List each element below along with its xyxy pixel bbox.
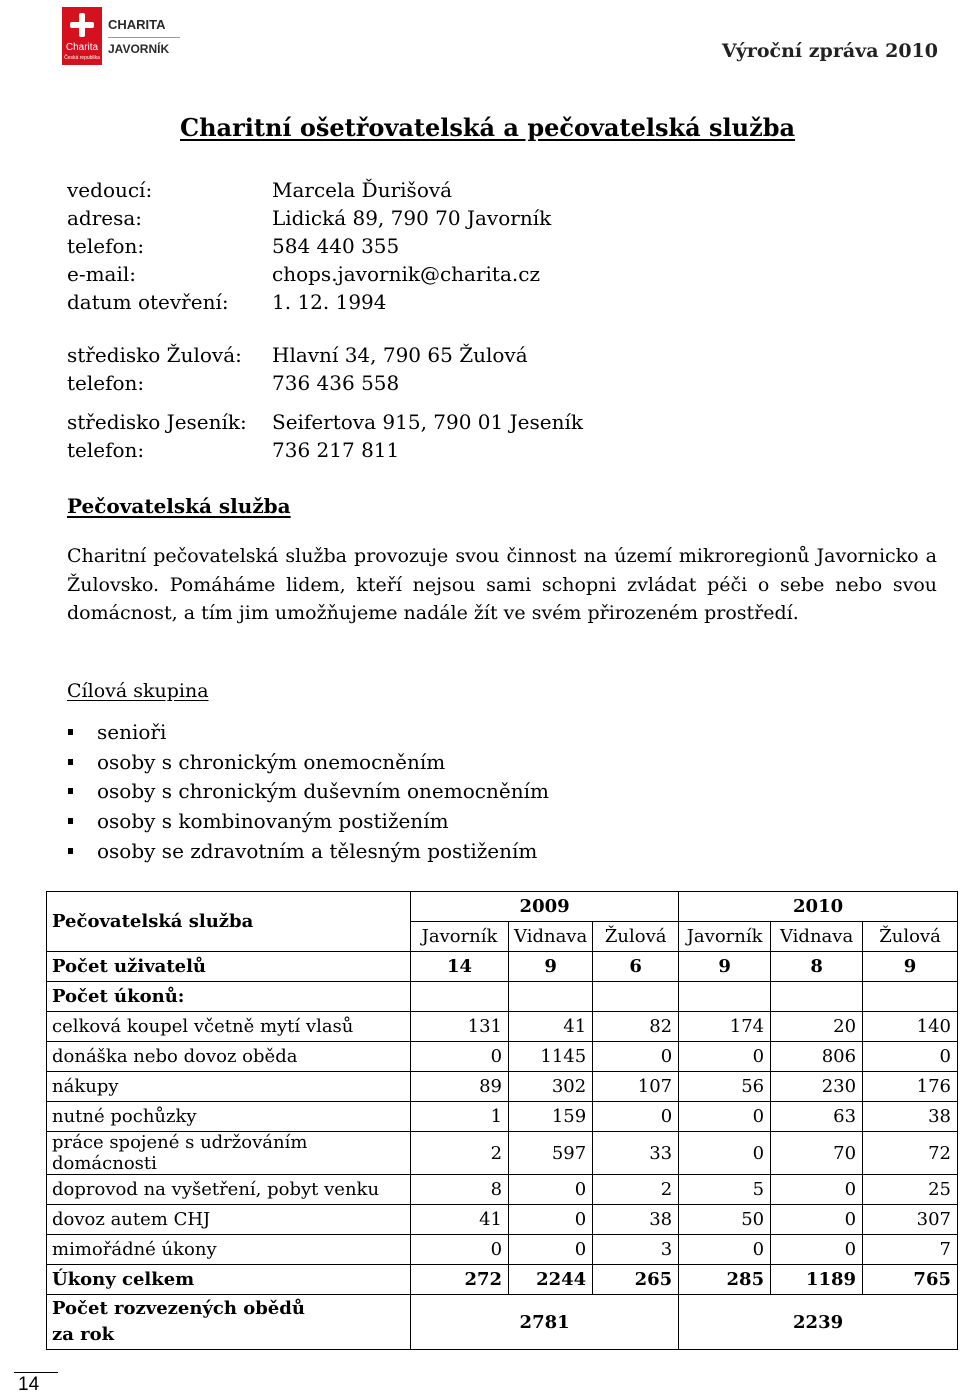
table-cell: 0 [509,1175,593,1205]
table-cell: 41 [411,1205,509,1235]
list-item: senioři [67,718,549,748]
table-cell: 0 [593,1102,679,1132]
table-cell: 176 [863,1072,958,1102]
contact-row [67,341,528,369]
year-header: 2010 [679,892,958,922]
contact-value: Hlavní 34, 790 65 Žulová [272,343,528,367]
table-cell: 0 [509,1235,593,1265]
table-row [47,1072,958,1102]
table-cell: 597 [509,1132,593,1175]
logo-red-block [62,7,102,65]
table-cell: 7 [863,1235,958,1265]
table-cell: 1145 [509,1042,593,1072]
table-row [47,1235,958,1265]
table-corner-label: Pečovatelská služba [47,892,411,952]
contact-value: chops.javornik@charita.cz [272,262,540,286]
table-cell: 14 [411,952,509,982]
table-cell: 1 [411,1102,509,1132]
table-cell: 2781 [411,1295,679,1350]
table-cell: 9 [863,952,958,982]
table-row [47,1132,958,1175]
contact-label: e-mail: [67,262,137,286]
table-cell: 63 [771,1102,863,1132]
target-group-list [67,718,549,867]
table-row [47,1102,958,1132]
list-item: osoby se zdravotním a tělesným postižením [67,837,549,867]
table-cell: 41 [509,1012,593,1042]
row-label: mimořádné úkony [47,1235,411,1265]
meals-label-line: Počet rozvezených obědů [52,1298,305,1319]
table-cell: 0 [411,1042,509,1072]
table-cell: 230 [771,1072,863,1102]
logo-name: CHARITA [108,17,166,32]
place-header: Žulová [863,922,958,952]
branch-zulova [67,341,528,397]
row-label: nákupy [47,1072,411,1102]
contact-row [67,204,551,232]
statistics-table [46,891,958,1350]
table-total-row [47,1265,958,1295]
table-row [47,1205,958,1235]
place-header: Javorník [679,922,771,952]
branch-jesenik [67,408,583,464]
table-meals-row [47,1295,958,1350]
table-cell: 5 [679,1175,771,1205]
table-cell: 2 [411,1132,509,1175]
table-header-row [47,892,958,922]
table-row [47,1175,958,1205]
table-cell: 140 [863,1012,958,1042]
place-header: Vidnava [771,922,863,952]
table-cell: 2239 [679,1295,958,1350]
report-title: Výroční zpráva 2010 [721,40,938,62]
table-cell: 107 [593,1072,679,1102]
table-cell: 25 [863,1175,958,1205]
table-cell [411,982,509,1012]
description-paragraph: Charitní pečovatelská služba provozuje svou činnost na území mikroregionů Javornicko a Žulovsko. Pomáháme lidem, kteří nejsou sami schopni zvládat péči o sebe nebo svou domácnost, a tím jim umožňujeme nadále žít ve svém přirozeném prostředí. [67,545,937,624]
page-number-rule [14,1372,58,1373]
table-cell: 272 [411,1265,509,1295]
row-label [47,1295,411,1350]
list-item: osoby s chronickým onemocněním [67,748,549,778]
table-cell: 0 [771,1235,863,1265]
contact-label: telefon: [67,438,145,462]
contact-row [67,260,551,288]
contact-row [67,232,551,260]
table-cell: 2 [593,1175,679,1205]
row-label: Počet uživatelů [47,952,411,982]
table-cell: 3 [593,1235,679,1265]
contact-label: datum otevření: [67,290,229,314]
table-cell: 0 [679,1042,771,1072]
table-cell: 20 [771,1012,863,1042]
table-cell: 9 [679,952,771,982]
contact-row [67,436,583,464]
table-cell: 0 [509,1205,593,1235]
table-cell: 0 [411,1235,509,1265]
meals-label-line: za rok [52,1324,115,1345]
table-cell: 0 [679,1132,771,1175]
table-cell: 8 [771,952,863,982]
table-cell: 8 [411,1175,509,1205]
table-cell: 302 [509,1072,593,1102]
contact-row [67,369,528,397]
table-cell: 0 [771,1175,863,1205]
contact-row [67,408,583,436]
table-cell [509,982,593,1012]
table-cell: 1189 [771,1265,863,1295]
table-cell: 82 [593,1012,679,1042]
table-cell: 0 [593,1042,679,1072]
contact-value: 584 440 355 [272,234,400,258]
row-label: nutné pochůzky [47,1102,411,1132]
contact-block [67,176,551,316]
charita-logo [62,7,180,65]
table-cell: 806 [771,1042,863,1072]
table-row [47,982,958,1012]
contact-row [67,288,551,316]
table-cell: 0 [679,1102,771,1132]
list-item: osoby s chronickým duševním onemocněním [67,777,549,807]
table-row [47,1012,958,1042]
page-number: 14 [18,1374,40,1395]
table-cell: 265 [593,1265,679,1295]
row-label: celková koupel včetně mytí vlasů [47,1012,411,1042]
table-cell: 70 [771,1132,863,1175]
row-label: práce spojené s udržováním domácnosti [47,1132,411,1175]
row-label: doprovod na vyšetření, pobyt venku [47,1175,411,1205]
contact-label: telefon: [67,371,145,395]
table-cell: 0 [771,1205,863,1235]
page-title: Charitní ošetřovatelská a pečovatelská služba [180,113,796,142]
table-cell [679,982,771,1012]
contact-value: Seifertova 915, 790 01 Jeseník [272,410,583,434]
table-cell: 285 [679,1265,771,1295]
table-cell [593,982,679,1012]
contact-label: adresa: [67,206,143,230]
table-cell: 0 [863,1042,958,1072]
table-cell: 2244 [509,1265,593,1295]
contact-row [67,176,551,204]
place-header: Žulová [593,922,679,952]
table-cell: 174 [679,1012,771,1042]
contact-value: 736 217 811 [272,438,400,462]
logo-place: JAVORNÍK [108,42,170,56]
table-cell: 33 [593,1132,679,1175]
logo-sub-label: Charita [65,42,99,53]
contact-value: Lidická 89, 790 70 Javorník [272,206,552,230]
table-cell: 89 [411,1072,509,1102]
table-cell: 6 [593,952,679,982]
table-cell: 38 [863,1102,958,1132]
table-cell: 131 [411,1012,509,1042]
row-label: Počet úkonů: [47,982,411,1012]
logo-country-label: Česká republika [64,55,100,61]
contact-label: středisko Žulová: [67,343,242,367]
row-label: dovoz autem CHJ [47,1205,411,1235]
contact-label: středisko Jeseník: [67,410,247,434]
row-label: Úkony celkem [47,1265,411,1295]
place-header: Javorník [411,922,509,952]
target-group-heading: Cílová skupina [67,680,209,702]
contact-label: vedoucí: [67,178,153,202]
year-header: 2009 [411,892,679,922]
table-cell: 56 [679,1072,771,1102]
contact-value: Marcela Ďurišová [272,178,453,202]
contact-label: telefon: [67,234,145,258]
contact-value: 1. 12. 1994 [272,290,387,314]
table-cell: 50 [679,1205,771,1235]
table-cell: 9 [509,952,593,982]
table-row [47,1042,958,1072]
contact-value: 736 436 558 [272,371,400,395]
table-row [47,952,958,982]
table-cell: 0 [679,1235,771,1265]
logo-divider [108,37,180,38]
table-cell: 159 [509,1102,593,1132]
place-header: Vidnava [509,922,593,952]
section-heading: Pečovatelská služba [67,494,291,518]
table-cell: 38 [593,1205,679,1235]
list-item: osoby s kombinovaným postižením [67,807,549,837]
cross-icon [70,13,94,37]
table-cell: 307 [863,1205,958,1235]
table-cell: 72 [863,1132,958,1175]
table-cell: 765 [863,1265,958,1295]
table-cell [863,982,958,1012]
table-cell [771,982,863,1012]
row-label: donáška nebo dovoz oběda [47,1042,411,1072]
